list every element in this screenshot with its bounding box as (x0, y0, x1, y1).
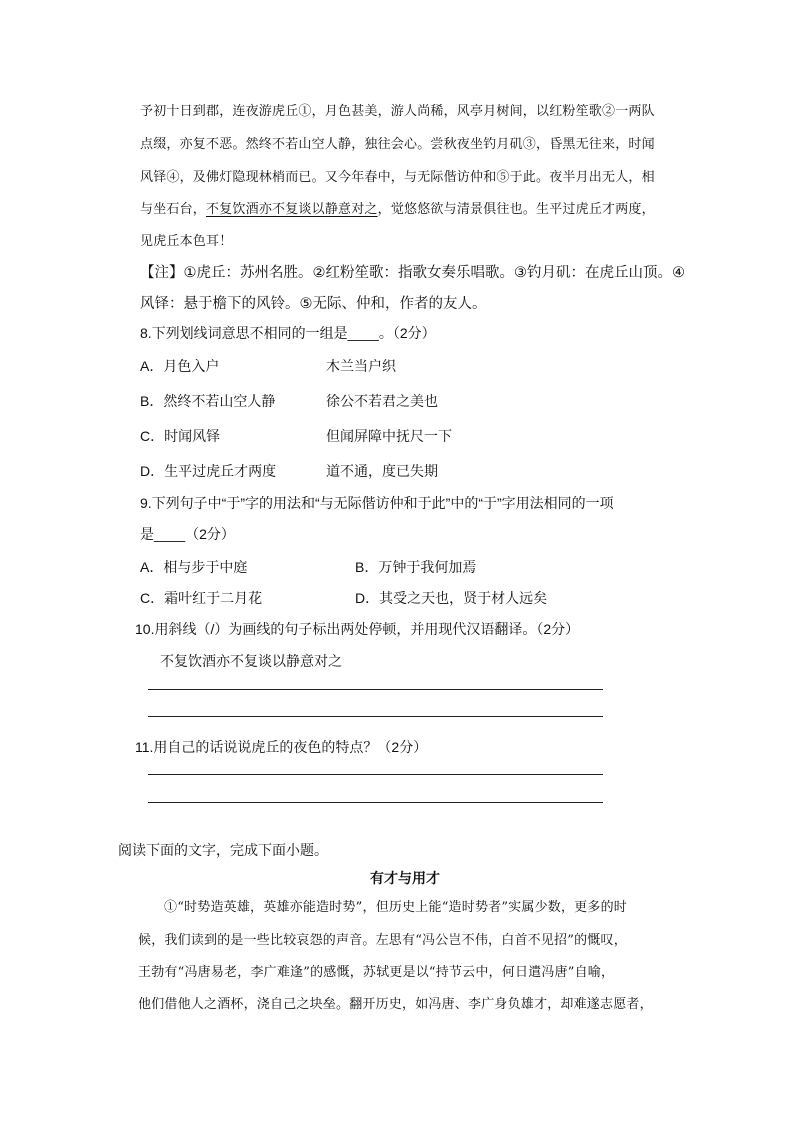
q8-option-b-right: 徐公不若君之美也 (326, 393, 438, 409)
q9-option-c-text: 霜叶红于二月花 (164, 590, 263, 606)
q8-option-d-label: D． (140, 463, 165, 479)
q11-answer-line-1[interactable] (148, 774, 603, 775)
q9-option-a-label: A． (140, 559, 164, 575)
passage-line-3: 风铎④，及佛灯隐现林梢而已。又今年春中，与无际偕访仲和⑤于此。夜半月出无人，相 (140, 170, 655, 185)
q9-option-a-text: 相与步于中庭 (163, 559, 248, 575)
q11-answer-line-2[interactable] (148, 802, 603, 803)
article-line-3: 王勃有“冯唐易老，李广难逢”的感慨，苏轼更是以“持节云中，何日遣冯唐”自喻， (138, 965, 615, 980)
q8-option-a-left: 月色入户 (163, 358, 220, 374)
underlined-sentence: 不复饮酒亦不复谈以静意对之 (206, 202, 378, 217)
q8-option-d-left: 生平过虎丘才两度 (164, 463, 277, 479)
q9-stem-line-1: 9.下列句子中“于”字的用法和“与无际偕访仲和于此”中的“于”字用法相同的一项 (140, 495, 614, 511)
q8-option-d-right: 道不通，度已失期 (326, 463, 438, 479)
section-intro: 阅读下面的文字，完成下面小题。 (118, 842, 328, 858)
article-line-2: 候，我们读到的是一些比较哀怨的声音。左思有“冯公岂不伟，白首不见招”的慨叹， (138, 933, 627, 948)
q8-option-b[interactable] (140, 391, 275, 411)
q9-option-d[interactable] (355, 588, 547, 608)
q9-option-b-text: 万钟于我何加焉 (378, 559, 477, 575)
passage-line-4-post: ，觉悠悠欲与清景俱往也。生平过虎丘才两度， (377, 202, 655, 217)
note-line-2: 风铎：悬于檐下的风铃。⑤无际、仲和，作者的友人。 (140, 296, 487, 312)
q8-option-c-label: C． (140, 428, 165, 444)
q11-stem: 11.用自己的话说说虎丘的夜色的特点？（2分） (135, 739, 428, 755)
passage-line-2: 点缀，亦复不恶。然终不若山空人静，独往会心。尝秋夜坐钓月矶③，昏黑无往来，时闻 (140, 137, 655, 152)
note-line-1: 【注】①虎丘：苏州名胜。②红粉笙歌：指歌女奏乐唱歌。③钓月矶：在虎丘山顶。④ (140, 265, 685, 281)
article-line-4: 他们借他人之酒杯，浇自己之块垒。翻开历史，如冯唐、李广身负雄才，却难遂志愿者， (138, 997, 653, 1012)
q8-stem: 8.下列划线词意思不相同的一组是____。（2分） (140, 325, 436, 341)
q8-option-a[interactable] (140, 356, 219, 376)
q8-option-d[interactable] (140, 461, 276, 481)
q8-option-a-right: 木兰当户织 (326, 358, 396, 374)
q8-option-c-left: 时闻风铎 (164, 428, 221, 444)
q9-option-a[interactable] (140, 557, 247, 577)
q10-answer-line-1[interactable] (148, 689, 603, 690)
q9-stem-line-2: 是____（2分） (140, 526, 235, 542)
q8-option-c-right: 但闻屏障中抚尺一下 (326, 428, 452, 444)
q9-option-c[interactable] (140, 588, 262, 608)
q9-option-c-label: C． (140, 590, 165, 606)
passage-line-4 (140, 203, 655, 216)
q9-option-d-text: 其受之天也，贤于材人远矣 (379, 590, 548, 606)
article-title: 有才与用才 (370, 870, 440, 886)
q8-option-b-label: B． (140, 393, 164, 409)
q8-option-b-left: 然终不若山空人静 (163, 393, 276, 409)
q8-option-c[interactable] (140, 426, 220, 446)
passage-line-4-pre: 与坐石台， (140, 202, 207, 217)
q10-stem: 10.用斜线（/）为画线的句子标出两处停顿，并用现代汉语翻译。（2分） (135, 621, 580, 637)
q8-option-a-label: A． (140, 358, 164, 374)
q9-option-b[interactable] (355, 557, 476, 577)
q10-sentence: 不复饮酒亦不复谈以静意对之 (160, 653, 342, 669)
passage-line-1: 予初十日到郡，连夜游虎丘①，月色甚美，游人尚稀，风亭月树间，以红粉笙歌②一两队 (140, 104, 655, 119)
q10-answer-line-2[interactable] (148, 716, 603, 717)
article-line-1: ①“时势造英雄，英雄亦能造时势”，但历史上能“造时势者”实属少数，更多的时 (164, 900, 627, 915)
passage-line-5: 见虎丘本色耳！ (140, 234, 233, 249)
q9-option-b-label: B． (355, 559, 379, 575)
q9-option-d-label: D． (355, 590, 380, 606)
